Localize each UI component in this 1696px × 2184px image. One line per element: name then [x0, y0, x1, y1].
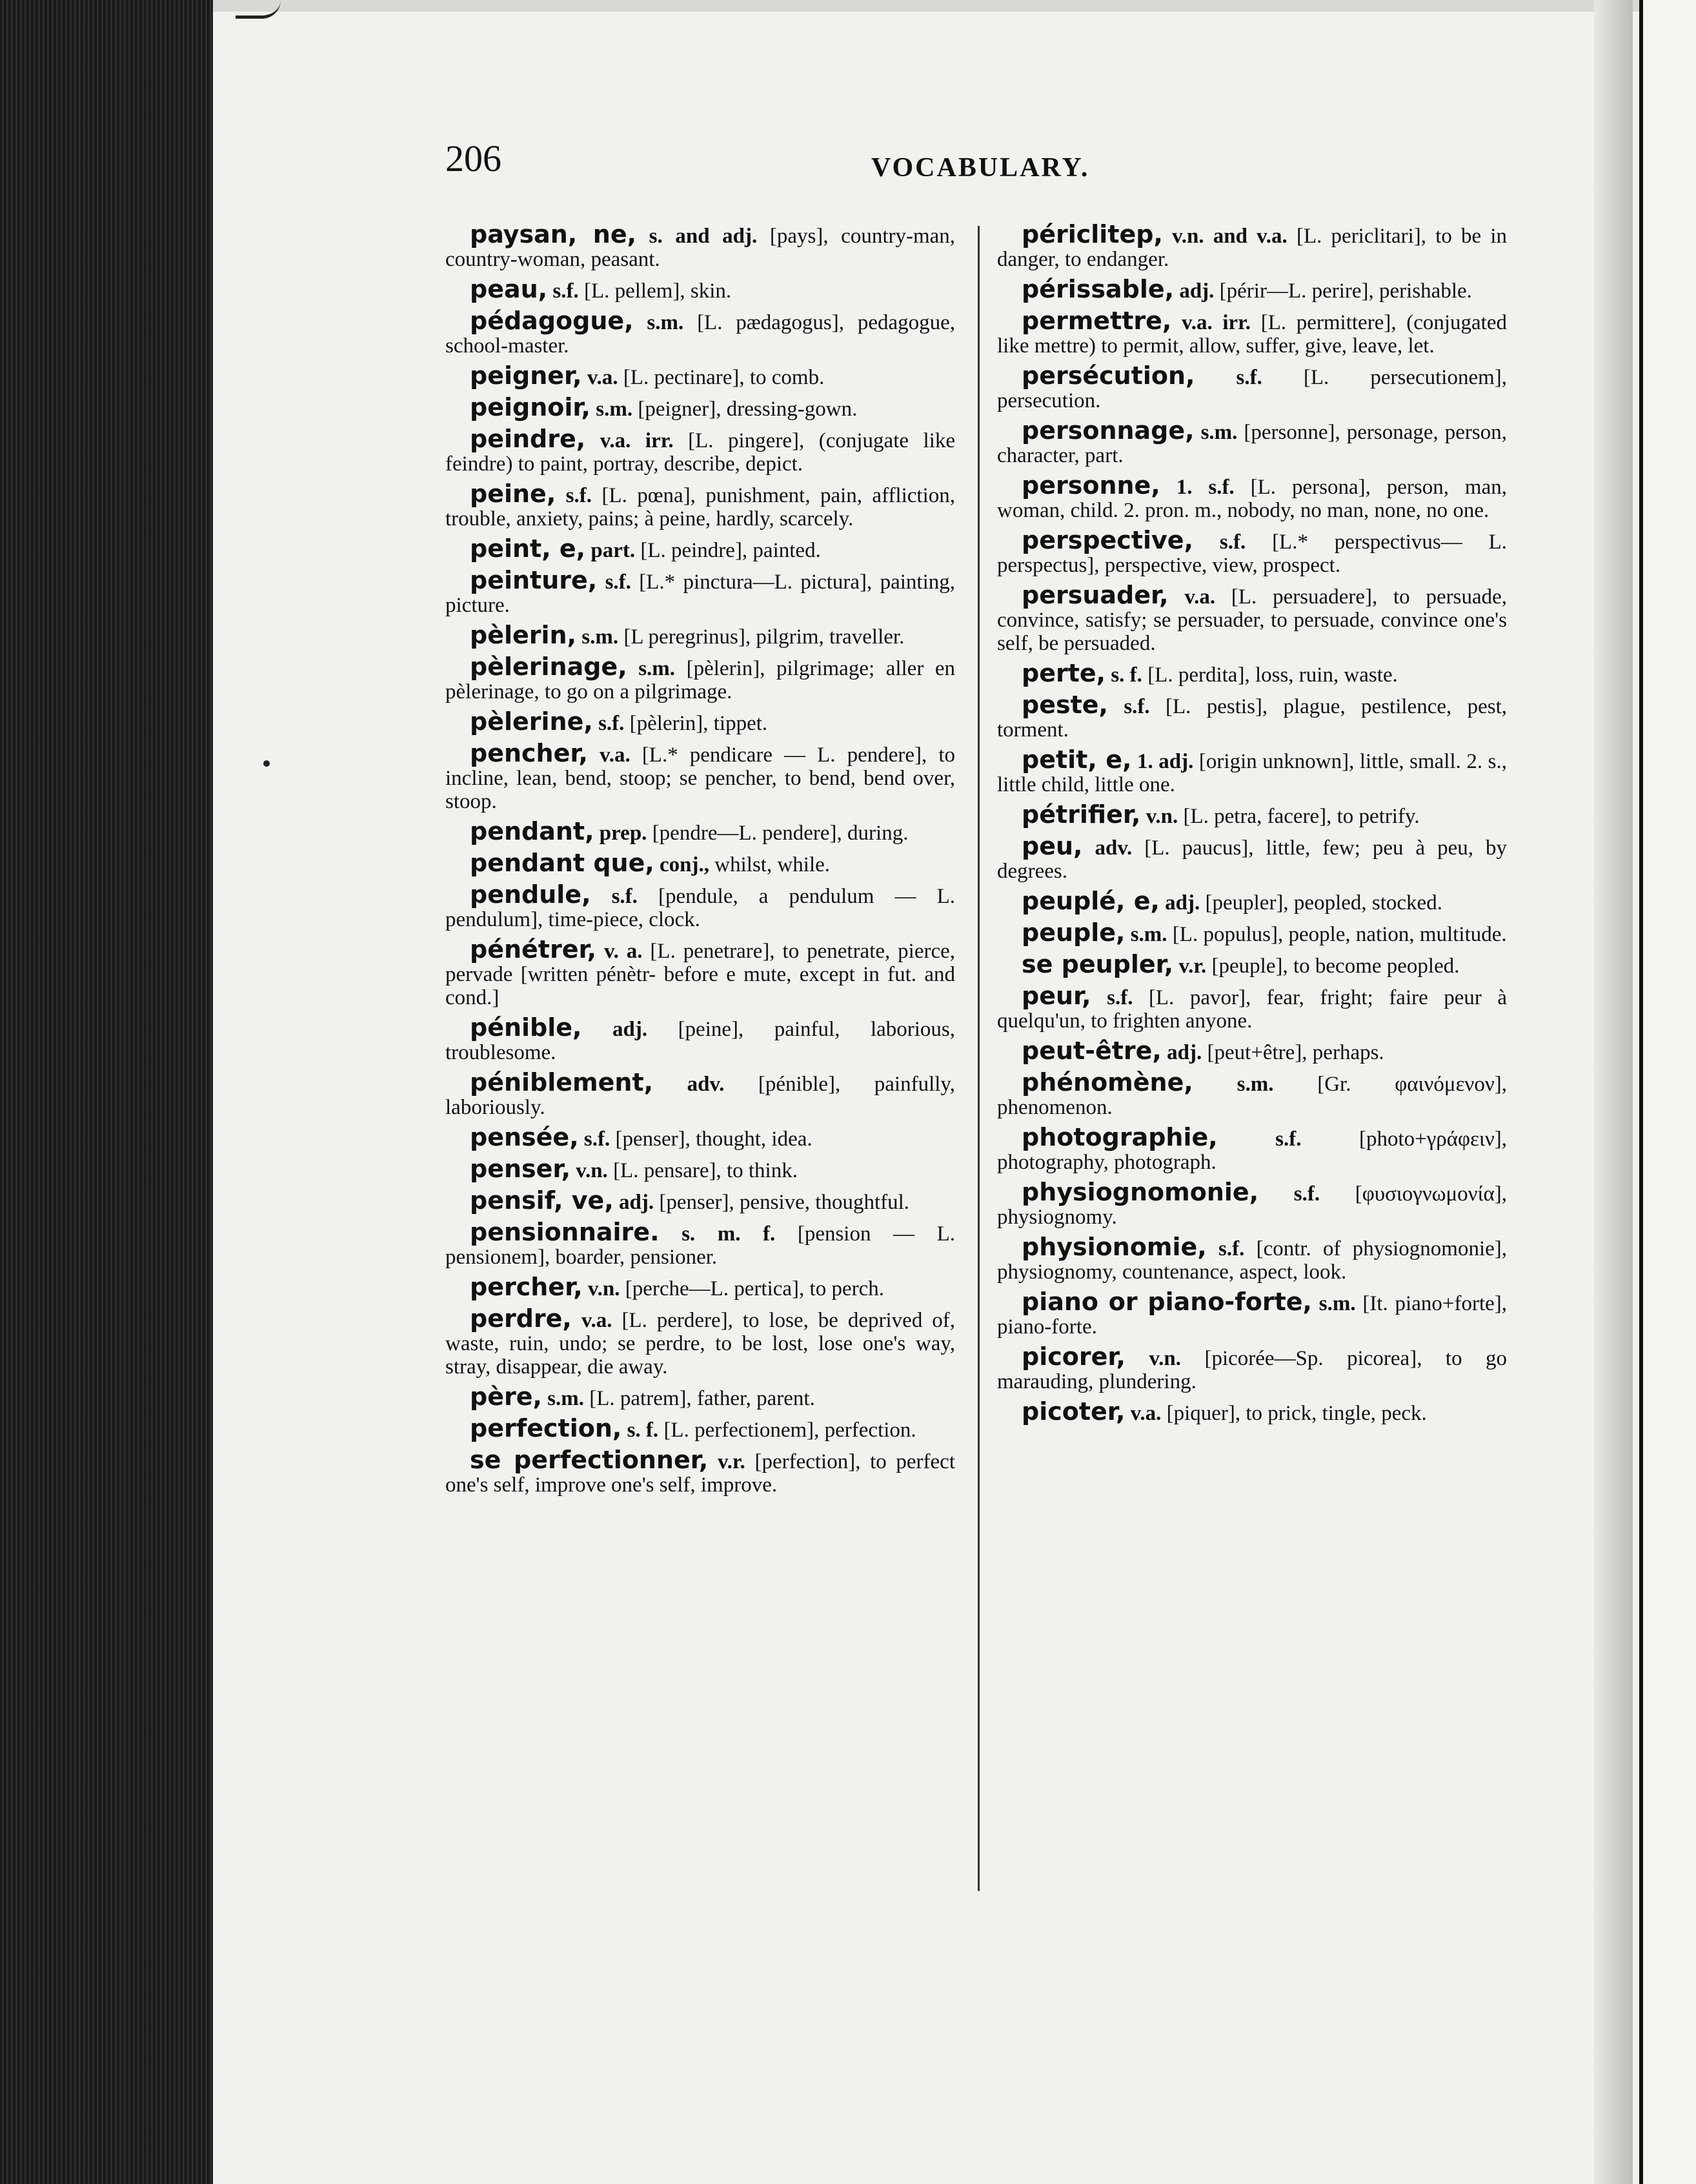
entry-grammar: v.r.: [1178, 955, 1207, 978]
entry-definition: [Gr. φαινόμενον], phenomenon.: [997, 1073, 1508, 1119]
entry-definition: [perche—L. pertica], to perch.: [625, 1277, 884, 1300]
entry-headword: pèlerinage,: [470, 652, 627, 681]
top-page-edge: [213, 0, 1646, 12]
column-divider: [978, 226, 980, 1891]
entry-headword: peut-être,: [1022, 1036, 1162, 1065]
entry-definition: [L. pingere], (conjugate like feindre) to paint, portray, describe, depict.: [445, 429, 956, 476]
entry-definition: [origin unknown], little, small. 2. s., little child, little one.: [997, 750, 1508, 796]
entry-definition: [L. patrem], father, parent.: [589, 1387, 815, 1410]
dictionary-entry: [997, 220, 1508, 271]
entry-grammar: s.m.: [581, 625, 619, 649]
dictionary-entry: [445, 739, 956, 813]
dictionary-entry: [997, 1068, 1508, 1119]
entry-grammar: v. a.: [603, 940, 643, 963]
entry-grammar: s.m.: [1237, 1073, 1274, 1096]
dictionary-entry: [997, 1290, 1507, 1339]
entry-definition: [pénible], painfully, laboriously.: [445, 1073, 956, 1119]
entry-definition: [pendule, a pendulum — L. pendulum], time-piece, clock.: [445, 885, 956, 931]
dictionary-entry: [997, 583, 1507, 655]
entry-definition: [contr. of physiognomonie], physiognomy, countenance, aspect, look.: [997, 1237, 1507, 1284]
entry-headword: paysan, ne,: [470, 220, 637, 248]
dictionary-entry: [997, 1036, 1507, 1065]
entry-headword: peignoir,: [470, 393, 591, 421]
entry-headword: phénomène,: [1022, 1068, 1193, 1097]
facing-page-edge: [1639, 0, 1696, 2184]
entry-definition: [L. pestis], plague, pestilence, pest, torment.: [997, 695, 1507, 742]
entry-definition: [peine], painful, laborious, troublesome.: [445, 1018, 956, 1064]
dictionary-entry: [445, 1157, 955, 1182]
entry-grammar: s.f.: [598, 712, 625, 735]
entry-definition: whilst, while.: [714, 853, 831, 876]
entry-grammar: v.a.: [1184, 585, 1216, 609]
dictionary-entry: [445, 361, 955, 390]
entry-grammar: v.n. and v.a.: [1172, 225, 1287, 248]
entry-grammar: v.n.: [1149, 1347, 1181, 1370]
entry-headword: périclitер,: [1022, 220, 1163, 248]
entry-headword: personnage,: [1022, 416, 1195, 445]
dictionary-entry: [445, 1382, 955, 1411]
entry-headword: peste,: [1022, 691, 1108, 719]
entry-grammar: v.n.: [1146, 805, 1178, 828]
entry-headword: pencher,: [470, 739, 588, 767]
entry-grammar: s.f.: [552, 279, 579, 303]
entry-headword: physionomie,: [1022, 1233, 1207, 1261]
dictionary-entry: [445, 707, 955, 736]
entry-headword: peindre,: [470, 425, 586, 453]
entry-headword: persécution,: [1022, 361, 1195, 390]
dictionary-entry: [997, 416, 1507, 467]
entry-definition: [L. permittere], (conjugated like mettre) to permit, allow, suffer, give, leave, let.: [997, 311, 1507, 358]
entry-grammar: v.a.: [587, 366, 618, 389]
dictionary-entry: [445, 652, 956, 703]
entry-grammar: v.a.: [600, 743, 631, 767]
entry-grammar: s.f.: [1275, 1127, 1302, 1151]
entry-grammar: conj.,: [660, 853, 710, 876]
entry-headword: permettre,: [1022, 307, 1172, 335]
entry-grammar: s.m.: [596, 398, 633, 421]
entry-grammar: adj.: [1165, 891, 1200, 915]
entry-definition: [picorée—Sp. picorea], to go marauding, plundering.: [997, 1347, 1508, 1393]
entry-definition: [L. perdita], loss, ruin, waste.: [1147, 663, 1398, 687]
entry-headword: picoter,: [1022, 1397, 1126, 1426]
entry-definition: [L. paucus], little, few; peu à peu, by degrees.: [997, 836, 1508, 883]
stray-dot-mark: [263, 760, 270, 767]
entry-definition: [φυσιογνωμονία], physiognomy.: [997, 1182, 1508, 1229]
dictionary-entry: [997, 309, 1507, 358]
entry-grammar: 1. s.f.: [1176, 476, 1235, 499]
dictionary-entry: [445, 1448, 955, 1497]
dictionary-entry: [445, 1275, 955, 1300]
entry-headword: peu,: [1022, 832, 1083, 860]
entry-headword: peuplé, e,: [1022, 887, 1160, 915]
entry-grammar: s. f.: [1111, 663, 1142, 687]
entry-definition: [pays], country-man, country-woman, peasant.: [445, 225, 956, 271]
dictionary-entry: [997, 1235, 1507, 1284]
entry-definition: [L.* pendicare — L. pendere], to incline, lean, bend, stoop; se pencher, to bend, bend over, stoop.: [445, 743, 956, 813]
entry-definition: [pension — L. pensionem], boarder, pensioner.: [445, 1222, 956, 1269]
entry-grammar: v.n.: [587, 1277, 620, 1300]
dictionary-entry: [997, 984, 1507, 1033]
entry-headword: se peupler,: [1022, 950, 1174, 978]
entry-headword: péniblement,: [470, 1068, 654, 1097]
entry-grammar: 1. adj.: [1137, 750, 1194, 773]
entry-headword: pétrifier,: [1022, 800, 1141, 829]
entry-definition: [L. penetrare], to penetrate, pierce, pervade [written pénètr- before e mute, except in fut. and cond.]: [445, 940, 956, 1009]
entry-headword: persuader,: [1022, 581, 1169, 609]
dictionary-entry: [997, 526, 1508, 577]
dictionary-entry: [445, 817, 955, 845]
dictionary-entry: [445, 935, 956, 1009]
dictionary-entry: [445, 1123, 955, 1151]
dictionary-entry: [997, 950, 1507, 978]
entry-definition: [It. piano+forte], piano-forte.: [997, 1292, 1507, 1339]
entry-headword: photographie,: [1022, 1123, 1218, 1151]
entry-grammar: s.f.: [605, 571, 631, 594]
entry-definition: [peut+être], perhaps.: [1207, 1041, 1384, 1064]
dictionary-entry: [997, 471, 1508, 522]
dictionary-entry: [997, 800, 1507, 829]
dictionary-entry: [445, 309, 955, 358]
entry-headword: père,: [470, 1382, 542, 1411]
entry-grammar: s. f.: [627, 1419, 659, 1442]
dictionary-entry: [445, 482, 955, 531]
entry-definition: [pendre—L. pendere], during.: [652, 822, 909, 845]
entry-headword: pensée,: [470, 1123, 579, 1151]
dictionary-entry: [445, 1186, 955, 1215]
entry-headword: pénible,: [470, 1013, 582, 1042]
dictionary-entry: [997, 889, 1507, 915]
entry-headword: pédagogue,: [470, 307, 634, 335]
entry-headword: pèlerine,: [470, 707, 593, 736]
entry-grammar: v.a. irr.: [600, 429, 674, 452]
entry-definition: [photo+γράφειν], photography, photograph.: [997, 1127, 1508, 1174]
entry-headword: pendant,: [470, 817, 594, 845]
entry-definition: [piquer], to prick, tingle, peck.: [1166, 1402, 1427, 1425]
dictionary-entry: [997, 693, 1507, 742]
entry-grammar: v.a.: [1130, 1402, 1162, 1425]
entry-grammar: prep.: [599, 822, 647, 845]
entry-definition: [peigner], dressing-gown.: [638, 398, 858, 421]
entry-grammar: s. m. f.: [681, 1222, 776, 1246]
entry-headword: picorer,: [1022, 1342, 1126, 1371]
entry-grammar: adj.: [1179, 279, 1215, 303]
entry-definition: [penser], thought, idea.: [615, 1127, 813, 1151]
dictionary-entry: [997, 745, 1508, 796]
entry-grammar: adj.: [619, 1191, 654, 1214]
dictionary-entry: [445, 623, 955, 649]
entry-headword: pendant que,: [470, 849, 654, 877]
entry-headword: penser,: [470, 1155, 571, 1183]
dictionary-entry: [997, 361, 1508, 412]
entry-headword: pèlerin,: [470, 621, 577, 649]
entry-definition: [peuple], to become peopled.: [1211, 955, 1460, 978]
dictionary-entry: [445, 220, 956, 271]
entry-grammar: s.m.: [1318, 1292, 1356, 1315]
entry-headword: peau,: [470, 275, 548, 303]
entry-grammar: s.m.: [1130, 923, 1167, 946]
entry-headword: peigner,: [470, 361, 582, 390]
entry-definition: [personne], personage, person, character, part.: [997, 421, 1507, 467]
entry-headword: peinture,: [470, 566, 598, 594]
entry-grammar: s.m.: [647, 311, 684, 334]
dictionary-entry: [997, 918, 1507, 947]
entry-grammar: s.f.: [583, 1127, 611, 1151]
dictionary-entry: [997, 1342, 1508, 1393]
dictionary-entry: [445, 1414, 955, 1442]
entry-grammar: adv.: [687, 1073, 725, 1096]
entry-definition: [pèlerin], pilgrimage; aller en pèlerinage, to go on a pilgrimage.: [445, 657, 956, 703]
entry-definition: [L. populus], people, nation, multitude.: [1172, 923, 1507, 946]
entry-definition: [penser], pensive, thoughtful.: [659, 1191, 910, 1214]
entry-grammar: s.m.: [1200, 421, 1238, 444]
entry-headword: périssable,: [1022, 275, 1175, 303]
dictionary-entry: [997, 275, 1507, 303]
entry-grammar: s.f.: [1293, 1182, 1320, 1206]
entry-grammar: s. and adj.: [649, 225, 758, 248]
entry-grammar: s.f.: [1107, 986, 1133, 1009]
entry-grammar: v.n.: [576, 1159, 608, 1182]
dictionary-entry: [997, 1397, 1507, 1426]
dictionary-entry: [997, 1180, 1507, 1229]
entry-grammar: adv.: [1095, 836, 1133, 860]
dictionary-entry: [445, 851, 955, 876]
entry-definition: [L peregrinus], pilgrim, traveller.: [623, 625, 905, 649]
entry-headword: percher,: [470, 1273, 583, 1301]
entry-headword: pensif, ve,: [470, 1186, 614, 1215]
page-gutter: [1594, 0, 1633, 2184]
entry-grammar: s.f.: [565, 484, 592, 507]
dictionary-entry: [445, 275, 955, 303]
entry-headword: peur,: [1022, 982, 1091, 1010]
entry-grammar: s.m.: [547, 1387, 585, 1410]
entry-definition: [L. persecutionem], persecution.: [997, 366, 1508, 412]
entry-grammar: s.f.: [611, 885, 638, 908]
entry-definition: [L. pectinare], to comb.: [623, 366, 825, 389]
dictionary-entry: [445, 880, 956, 931]
entry-definition: [L. peindre], painted.: [640, 539, 821, 562]
dictionary-entry: [445, 1013, 956, 1064]
entry-definition: [L. pædagogus], pedagogue, school-master.: [445, 311, 956, 358]
entry-definition: [L. pavor], fear, fright; faire peur à quelqu'un, to frighten anyone.: [997, 986, 1508, 1033]
entry-definition: [L.* pinctura—L. pictura], painting, picture.: [445, 571, 956, 617]
dictionary-entry: [997, 834, 1507, 883]
entry-headword: piano or piano-forte,: [1022, 1288, 1312, 1316]
entry-grammar: adj.: [612, 1018, 648, 1041]
entry-definition: [perfection], to perfect one's self, improve one's self, improve.: [445, 1450, 956, 1497]
entry-grammar: v.r.: [718, 1450, 745, 1473]
entry-grammar: part.: [591, 539, 636, 562]
dictionary-entry: [445, 534, 955, 563]
page-header: [445, 137, 1568, 188]
entry-grammar: v.a. irr.: [1182, 311, 1251, 334]
entry-headword: pensionnaire.: [470, 1218, 660, 1246]
dictionary-entry: [445, 1068, 956, 1119]
entry-definition: [L.* perspectivus— L. perspectus], perspective, view, prospect.: [997, 531, 1508, 577]
entry-grammar: s.m.: [638, 657, 676, 680]
dictionary-entry: [997, 659, 1507, 687]
dictionary-entry: [445, 1304, 955, 1379]
entry-definition: [L. persuadere], to persuade, convince, satisfy; se persuader, to persuade, convince one's self, be persuaded.: [997, 585, 1507, 655]
entry-definition: [L. petra, facere], to petrify.: [1183, 805, 1420, 828]
entry-headword: peuple,: [1022, 918, 1126, 947]
entry-headword: personne,: [1022, 471, 1160, 500]
entry-definition: [L. pellem], skin.: [583, 279, 732, 303]
entry-grammar: s.f.: [1219, 531, 1246, 554]
entry-definition: [L. periclitari], to be in danger, to endanger.: [997, 225, 1508, 271]
entry-headword: pendule,: [470, 880, 591, 909]
entry-headword: pénétrer,: [470, 935, 597, 964]
entry-definition: [pèlerin], tippet.: [629, 712, 768, 735]
entry-grammar: s.f.: [1124, 695, 1150, 718]
entry-headword: perte,: [1022, 659, 1106, 687]
dictionary-entry: [997, 1123, 1508, 1174]
dictionary-entry: [445, 566, 956, 617]
entry-headword: peint, e,: [470, 534, 586, 563]
entry-grammar: s.f.: [1218, 1237, 1245, 1260]
entry-definition: [L. persona], person, man, woman, child. 2. pron. m., nobody, no man, none, no one.: [997, 476, 1508, 522]
entry-headword: physiognomonie,: [1022, 1178, 1259, 1206]
entry-grammar: s.f.: [1236, 366, 1262, 389]
page-number: 206: [445, 137, 501, 179]
dictionary-entry: [445, 427, 955, 476]
entry-definition: [L. perdere], to lose, be deprived of, waste, ruin, undo; se perdre, to be lost, lose one's way, stray, disappear, die away.: [445, 1309, 955, 1379]
entry-headword: perfection,: [470, 1414, 622, 1442]
entry-headword: petit, e,: [1022, 745, 1132, 774]
book-page-edges: [0, 0, 219, 2184]
entry-definition: [périr—L. perire], perishable.: [1219, 279, 1472, 303]
dictionary-entry: [445, 393, 955, 421]
entry-headword: se perfectionner,: [470, 1446, 709, 1474]
entry-definition: [L. pœna], punishment, pain, affliction, trouble, anxiety, pains; à peine, hardly, scarcely.: [445, 484, 956, 531]
left-column: [445, 220, 956, 1503]
entry-grammar: v.a.: [581, 1309, 612, 1332]
entry-headword: peine,: [470, 480, 556, 508]
entry-grammar: adj.: [1167, 1041, 1202, 1064]
entry-definition: [L. perfectionem], perfection.: [663, 1419, 916, 1442]
entry-definition: [L. pensare], to think.: [613, 1159, 798, 1182]
running-head: VOCABULARY.: [871, 153, 1090, 183]
right-column: [997, 220, 1508, 1431]
entry-headword: perspective,: [1022, 526, 1193, 554]
entry-definition: [peupler], peopled, stocked.: [1205, 891, 1442, 915]
dictionary-entry: [445, 1220, 955, 1269]
entry-headword: perdre,: [470, 1304, 572, 1333]
